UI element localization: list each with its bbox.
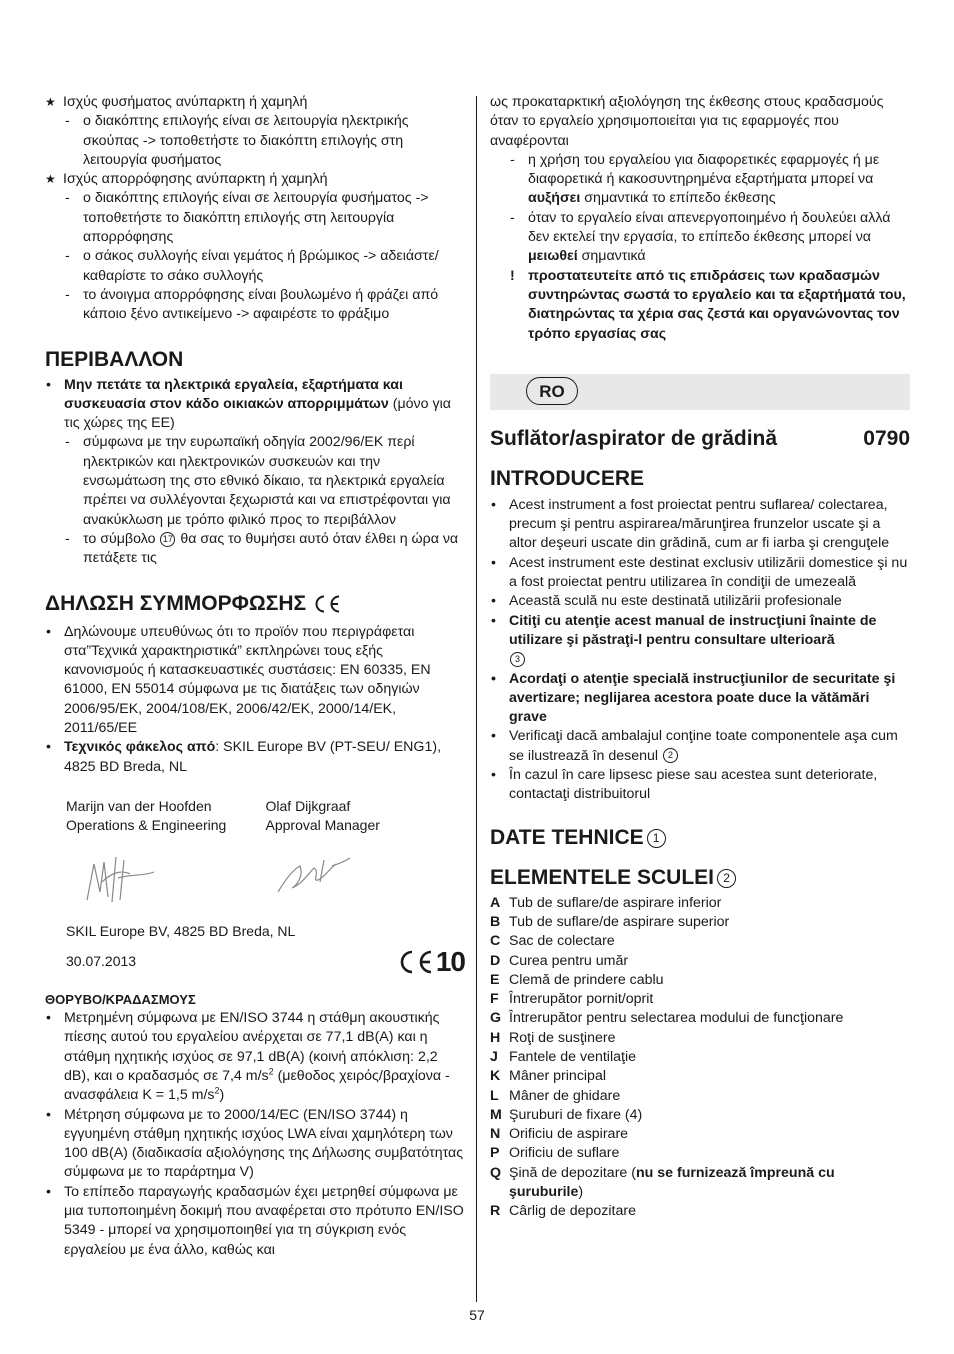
declaration-bullet-2: • Τεχνικός φάκελος από: SKIL Europe BV (PT-SEU/ ENG1), 4825 BD Breda, NL bbox=[45, 738, 465, 777]
environment-dash-2: - το σύμβολο 17 θα σας το θυμήσει αυτό όταν έλθει η ώρα να πετάξετε τις bbox=[45, 530, 465, 569]
product-code: 0790 bbox=[863, 426, 910, 450]
column-divider bbox=[476, 96, 477, 1302]
figure-3-icon: 3 bbox=[510, 652, 525, 667]
troubleshooting-list bbox=[45, 93, 465, 325]
figure-1-icon: 1 bbox=[647, 829, 666, 848]
intro-bullet-6: • Verificaţi dacă ambalajul conţine toate componentele aşa cum se ilustrează în desenul 2 bbox=[490, 727, 910, 766]
left-column bbox=[45, 93, 465, 1260]
date-row bbox=[66, 946, 465, 978]
parts-item: C Sac de colectare bbox=[490, 933, 615, 950]
trouble-remedy: - το άνοιγμα απορρόφησης είναι βουλωμένο ή φράζει από κάποιο ξένο αντικείμενο -> αφαιρέστε το φράξιμο bbox=[45, 286, 465, 325]
language-bar bbox=[490, 374, 910, 410]
introduction-heading: INTRODUCERE bbox=[490, 466, 645, 490]
parts-item: H Roţi de susţinere bbox=[490, 1029, 616, 1046]
environment-heading: ΠΕΡΙΒΑΛΛΟΝ bbox=[45, 347, 184, 371]
parts-item: J Fantele de ventilaţie bbox=[490, 1048, 636, 1065]
intro-bullet-3: • Această sculă nu este destinată utilizării profesionale bbox=[490, 592, 910, 611]
company-address: SKIL Europe BV, 4825 BD Breda, NL bbox=[66, 922, 296, 939]
trouble-symptom: ★ Ισχύς φυσήματος ανύπαρκτη ή χαμηλή bbox=[45, 93, 465, 112]
parts-item: K Mâner principal bbox=[490, 1068, 606, 1085]
declaration-heading: ΔΗΛΩΣΗ ΣΥΜΜΟΡΦΩΣΗΣ bbox=[45, 591, 465, 617]
signature-2-image bbox=[274, 852, 466, 912]
signatory-2: Olaf Dijkgraaf Approval Manager bbox=[265, 797, 380, 834]
vibration-continuation: ως προκαταρκτική αξιολόγηση της έκθεσης στους κραδασμούς όταν το εργαλείο χρησιμοποιείται για τις εφαρμογές που αναφέρονται bbox=[490, 94, 884, 149]
noise-heading: ΘΟΡΥΒΟ/ΚΡΑΔΑΣΜΟΥΣ bbox=[45, 991, 196, 1007]
intro-bullet-2: • Acest instrument este destinat exclusiv utilizării domestice şi nu a fost proiectat pentru utilizarea în condiţii de umezeală bbox=[490, 554, 910, 593]
signatures bbox=[82, 852, 465, 912]
language-badge: RO bbox=[526, 377, 578, 405]
noise-bullet-3: • Το επίπεδο παραγωγής κραδασμών έχει μετρηθεί σύμφωνα με μια τυποποιημένη δοκιμή που αναφέρεται στο πρότυπο EN/ISO 5349 - μπορεί να χρησιμοποιηθεί για τη σύγκριση ενός εργαλείου με ένα άλλο, καθώς και bbox=[45, 1183, 465, 1260]
symbol-17-icon: 17 bbox=[160, 532, 175, 547]
parts-item: P Orificiu de suflare bbox=[490, 1145, 620, 1162]
ce10-mark: 10 bbox=[397, 949, 465, 975]
vibration-dash-1: - η χρήση του εργαλείου για διαφορετικές εφαρμογές ή με διαφορετικά ή κακοσυντηρημένα εξαρτήματα μπορεί να αυξήσει σημαντικά το επίπεδο έκθεσης bbox=[490, 151, 910, 209]
parts-item: G Întrerupător pentru selectarea modului de funcţionare bbox=[490, 1010, 844, 1027]
trouble-symptom: ★ Ισχύς απορρόφησης ανύπαρκτη ή χαμηλή bbox=[45, 170, 465, 189]
signatories bbox=[66, 797, 465, 836]
tool-elements-heading: ELEMENTELE SCULEI 2 bbox=[490, 865, 910, 891]
parts-item: N Orificiu de aspirare bbox=[490, 1126, 629, 1143]
parts-item: D Curea pentru umăr bbox=[490, 952, 629, 969]
vibration-warning: ! προστατευτείτε από τις επιδράσεις των κραδασμών συντηρώντας σωστά το εργαλείο και τα εξαρτήματά του, διατηρώντας τα χέρια σας ζεστά και οργανώνοντας τον τρόπο εργασίας σας bbox=[490, 267, 910, 344]
trouble-remedy: - ο σάκος συλλογής είναι γεμάτος ή βρώμικος -> αδειάστε/ καθαρίστε το σάκο συλλογής bbox=[45, 247, 465, 286]
parts-item: M Şuruburi de fixare (4) bbox=[490, 1106, 643, 1123]
noise-bullet-2: • Μέτρηση σύμφωνα με το 2000/14/EC (EN/ISO 3744) η εγγυημένη στάθμη ηχητικής ισχύος LWA είναι χαμηλότερη των 100 dB(A) (διαδικασία αξιολόγησης της Δήλωσης συμβατότητας σύμφωνα με το παράρτημα V) bbox=[45, 1106, 465, 1183]
intro-bullet-5: • Acordaţi o atenţie specială instrucţiunilor de securitate şi avertizare; neglijarea acestora poate duce la vătămări grave bbox=[490, 670, 910, 728]
right-column bbox=[490, 93, 910, 1222]
trouble-remedy: - ο διακόπτης επιλογής είναι σε λειτουργία ηλεκτρικής σκούπας -> τοποθετήστε το διακόπτη επιλογής στη λειτουργία φυσήματος bbox=[45, 112, 465, 170]
noise-bullet-1: • Μετρημένη σύμφωνα με EN/ISO 3744 η στάθμη ακουστικής πίεσης αυτού του εργαλείου ανέρχεται σε 77,1 dB(A) και η στάθμη ηχητικής ισχύος σε 97,1 dB(A) (κοινή απόκλιση: 2,2 dB), και ο κραδασμός σε 7,4 $m/s^2$ (μεθοδος χειρός/βραχίονα - ανασφάλεια K = 1,5 $m/s^2$) bbox=[45, 1009, 465, 1105]
declaration-bullet-1: • Δηλώνουμε υπευθύνως ότι το προϊόν που περιγράφεται στα”Τεχνικά χαρακτηριστικά” εκπληρώνει τους εξής κανονισμούς ή κατασκευαστικές συστάσεις: EN 60335, EN 61000, EN 55014 σύμφωνα με τις διατάξεις των οδηγιών 2006/95/EK, 2004/108/EK, 2006/42/EK, 2000/14/EK, 2011/65/EE bbox=[45, 623, 465, 739]
parts-item-r: R Cârlig de depozitare bbox=[490, 1203, 636, 1220]
signatory-1: Marijn van der Hoofden Operations & Engineering bbox=[66, 797, 227, 834]
intro-bullet-1: • Acest instrument a fost proiectat pentru suflarea/ colectarea, precum şi pentru aspirarea/mărunţirea frunzelor uscate şi a altor deşeuri uscate din grădină, cum ar fi iarba şi crenguţele bbox=[490, 496, 910, 554]
ce-mark-icon bbox=[312, 594, 342, 614]
parts-item: E Clemă de prindere cablu bbox=[490, 971, 664, 988]
environment-bullet: • Μην πετάτε τα ηλεκτρικά εργαλεία, εξαρτήματα και συσκευασία στον κάδο οικιακών απορριμμάτων (μόνο για τις χώρες της ΕΕ) bbox=[45, 376, 465, 434]
parts-list bbox=[490, 894, 910, 1164]
technical-data-heading: DATE TEHNICE 1 bbox=[490, 825, 910, 851]
intro-bullet-7: • În cazul în care lipsesc piese sau acestea sunt deteriorate, contactaţi distribuitorul bbox=[490, 766, 910, 805]
trouble-remedy: - ο διακόπτης επιλογής είναι σε λειτουργία φυσήματος -> τοποθετήστε το διακόπτη επιλογής στη λειτουργία απορρόφησης bbox=[45, 189, 465, 247]
parts-item: L Mâner de ghidare bbox=[490, 1087, 621, 1104]
parts-item: A Tub de suflare/de aspirare inferior bbox=[490, 894, 722, 911]
intro-bullet-4: • Citiţi cu atenţie acest manual de instrucţiuni înainte de utilizare şi păstraţi-l pentru consultare ulterioară 3 bbox=[490, 612, 910, 670]
declaration-date: 30.07.2013 bbox=[66, 953, 137, 970]
figure-2-heading-icon: 2 bbox=[717, 869, 736, 888]
product-title: Suflător/aspirator de grădină 0790 bbox=[490, 426, 910, 450]
page-number: 57 bbox=[469, 1307, 485, 1323]
environment-dash-1: - σύμφωνα με την ευρωπαϊκή οδηγία 2002/96/ΕΚ περί ηλεκτρικών και ηλεκτρονικών συσκευών και την ενσωμάτωση της στο εθνικό δίκαιο, τα ηλεκτρικά εργαλεία πρέπει να συλλέγονται ξεχωριστά και να επιστρέφονται για ανακύκλωση με τρόπο φιλικό προς το περιβάλλον bbox=[45, 433, 465, 529]
figure-2-icon: 2 bbox=[663, 748, 678, 763]
vibration-dash-2: - όταν το εργαλείο είναι απενεργοποιημένο ή δουλεύει αλλά δεν εκτελεί την εργασία, το επίπεδο έκθεσης μπορεί να μειωθεί σημαντικά bbox=[490, 209, 910, 267]
parts-item: B Tub de suflare/de aspirare superior bbox=[490, 913, 730, 930]
signature-1-image bbox=[82, 852, 274, 912]
parts-item-q: Q Şină de depozitare (nu se furnizează împreună cu şuruburile) bbox=[490, 1164, 835, 1201]
parts-item: F Întrerupător pornit/oprit bbox=[490, 991, 654, 1008]
